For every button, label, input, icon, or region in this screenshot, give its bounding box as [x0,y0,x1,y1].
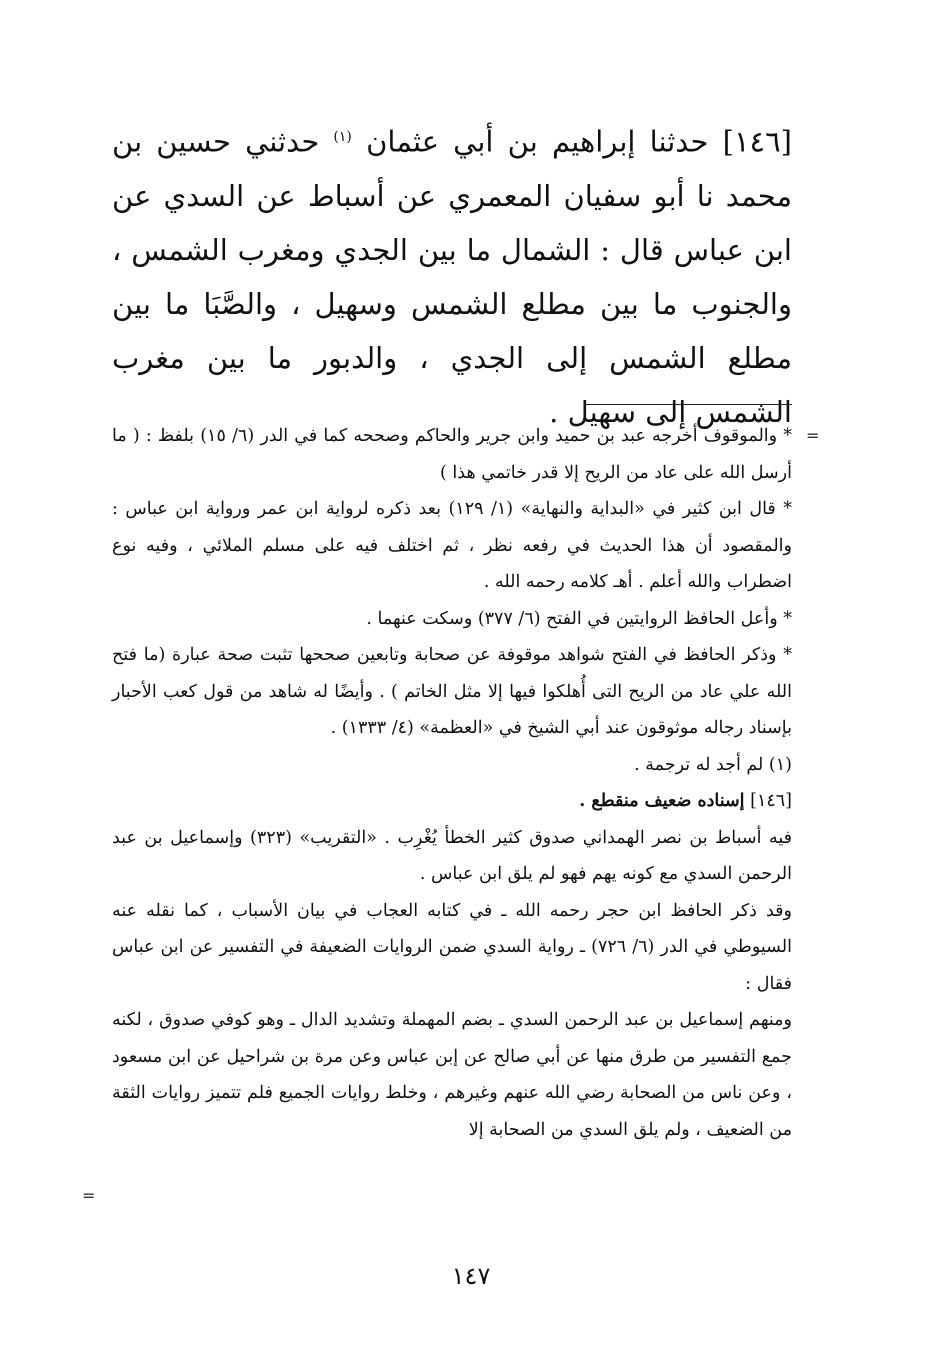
footnote-reference: (١) [333,129,352,145]
footnote-paragraph: (١) لم أجد له ترجمة . [634,754,792,775]
continuation-mark-bottom: = [82,1186,96,1205]
hadith-body: حدثني حسين بن محمد نا أبو سفيان المعمري عن أسباط عن السدي عن ابن عباس قال : الشمال ما بين الجدي ومغرب الشمس ، والجنوب ما بين مطلع الشمس وسهيل ، والصَّبَا ما بين مطلع الشمس إلى الجدي ، والدبور ما بين مغرب الشمس إلى سهيل . [112,124,792,429]
isnad-heading-number: [١٤٦] [750,791,792,811]
isnad-heading-text: إسناده ضعيف منقطع . [579,791,745,811]
footnote-paragraph: فيه أسباط بن نصر الهمداني صدوق كثير الخطأ يُغْرِب . «التقريب» (٣٢٣) وإسماعيل بن عبد الرحمن السدي مع كونه يهم فهو لم يلق ابن عباس . [112,827,792,884]
footnote-paragraph: * وأعل الحافظ الروايتين في الفتح (٦/ ٣٧٧) وسكت عنهما . [366,608,792,629]
page-number: ١٤٧ [451,1262,491,1290]
footnote-paragraph: * والموقوف أخرجه عبد بن حميد وابن جرير والحاكم وصححه كما في الدر (٦/ ١٥) بلفظ : ( ما أرسل الله على عاد من الريح إلا قدر خاتمي هذا ) [112,426,793,483]
continuation-mark-top: = [806,426,820,445]
footnote-paragraph: * قال ابن كثير في «البداية والنهاية» (١/ ١٢٩) بعد ذكره لرواية ابن عمر ورواية ابن عباس : والمقصود أن هذا الحديث في رفعه نظر ، ثم اختلف فيه على مسلم الملائي ، وفيه نوع اضطراب والله أعلم . أهـ كلامه رحمه الله . [112,499,792,592]
footnote-paragraph: ومنهم إسماعيل بن عبد الرحمن السدي ـ بضم المهملة وتشديد الدال ـ وهو كوفي صدوق ، لكنه جمع التفسير من طرق منها عن أبي صالح عن إبن عباس وعن مرة بن شراحيل عن ابن مسعود ، وعن ناس من الصحابة رضي الله عنهم وغيرهم ، وخلط روايات الجميع فلم تتميز روايات الثقة من الضعيف ، ولم يلق السدي من الصحابة إلا [112,1010,792,1140]
hadith-opening: [١٤٦] حدثنا إبراهيم بن أبي عثمان [366,124,792,159]
footnotes-block [112,418,792,1148]
footnote-paragraph: * وذكر الحافظ في الفتح شواهد موقوفة عن صحابة وتابعين صححها تثبت صحة عبارة (ما فتح الله علي عاد من الريح التى أُهلكوا فيها إلا مثل الخاتم ) . وأيضًا له شاهد من قول كعب الأحبار بإسناد رجاله موثوقون عند أبي الشيخ في «العظمة» (٤/ ١٣٣٣) . [112,645,792,738]
footnote-divider [584,404,792,405]
isnad-heading [112,783,792,820]
hadith-paragraph [112,110,792,439]
main-text-block [112,110,792,439]
footnote-paragraph: وقد ذكر الحافظ ابن حجر رحمه الله ـ في كتابه العجاب في بيان الأسباب ، كما نقله عنه السيوطي في الدر (٦/ ٧٢٦) ـ رواية السدي ضمن الروايات الضعيفة في التفسير عن ابن عباس فقال : [112,900,792,994]
